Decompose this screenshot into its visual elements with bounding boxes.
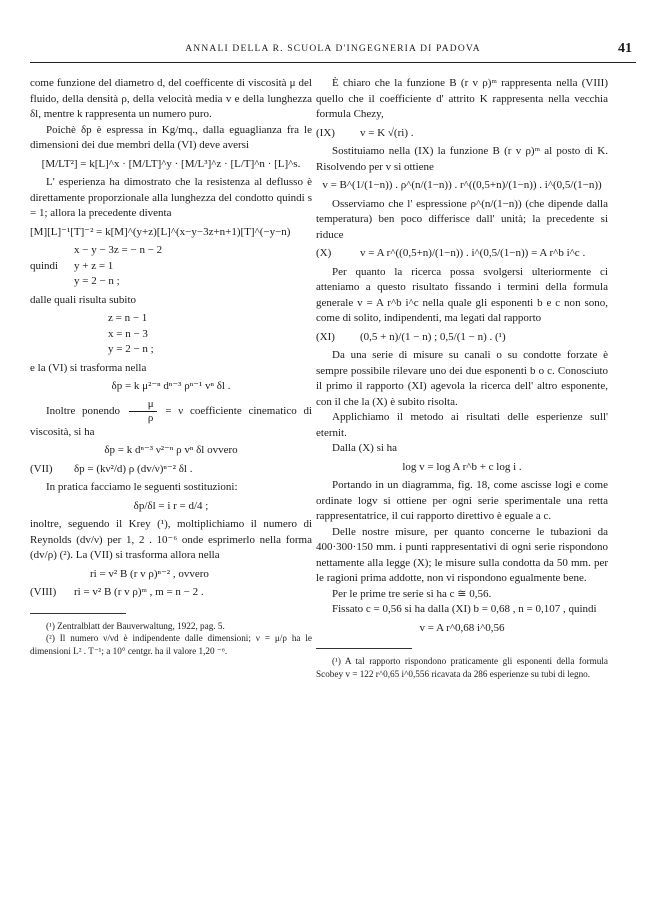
footnote-rule: [316, 648, 412, 649]
equation-system-1: quindi x − y − 3z = − n − 2 y + z = 1 y = 2 − n ;: [30, 243, 312, 290]
equation-ix: (IX) v = K √(ri) .: [316, 126, 608, 142]
equation-v: v = B^(1/(1−n)) . ρ^(n/(1−n)) . r^((0,5+n)/(1−n)) . i^(0,5/(1−n)): [322, 179, 602, 191]
paragraph: e la (VI) si trasforma nella: [30, 361, 147, 374]
equation-log: log v = log A r^b + c log i .: [402, 460, 522, 473]
equation-x: (X) v = A r^((0,5+n)/(1−n)) . i^(0,5/(1−n)) = A r^b i^c .: [316, 246, 608, 262]
paragraph: inoltre, seguendo il Krey (¹), moltiplichiamo il numero di Reynolds (dv/ν) per 1, 2 . 10⁻⁶ onde esprimerlo nella forma (dv/ρ) (²). La (VII) si trasforma allora nella: [30, 518, 312, 561]
left-column: [30, 76, 312, 657]
page-header: [30, 40, 636, 63]
paragraph: È chiaro che la funzione B (r v ρ)ᵐ rappresenta nella (VIII) quello che il coefficiente d' attrito K rappresenta nella vecchia formula Chezy,: [316, 77, 608, 120]
paragraph: Per quanto la ricerca possa svolgersi ulteriormente ci atteniamo a questo risultato fissando i termini della formula generale v = A r^b i^c nella quale gli esponenti b e c non sono, come di solito, indipendenti, ma legati dal rapporto: [316, 265, 608, 324]
paragraph: come funzione del diametro d, del coefficente di viscosità μ del fluido, della densità ρ, della velocità media v e della lunghezza δl, mentre k rappresenta un numero puro.: [30, 77, 312, 120]
running-title: ANNALI DELLA R. SCUOLA D'INGEGNERIA DI PADOVA: [185, 44, 481, 54]
paragraph: Sostituiamo nella (IX) la funzione B (r v ρ)ᵐ al posto di K. Risolvendo per v si ottiene: [316, 145, 608, 173]
equation-tag: (VIII): [30, 586, 57, 598]
equation-vii: (VII) δp = (kν²/d) ρ (dv/ν)ⁿ⁻² δl .: [30, 462, 312, 478]
footnote: (²) Il numero ν/νd è indipendente dalle dimensioni; ν = μ/ρ ha le dimensioni L² . T⁻¹; a 10° centgr. ha il valore 1,20 ⁻⁶.: [30, 633, 312, 656]
equation-xi: (XI) (0,5 + n)/(1 − n) ; 0,5/(1 − n) . (¹): [316, 330, 608, 346]
equation-system-2: [30, 311, 312, 358]
right-column: [316, 76, 608, 680]
footnote: (¹) Zentralblatt der Bauverwaltung, 1922, pag. 5.: [46, 620, 225, 631]
footnote-rule: [30, 613, 126, 614]
paragraph: Delle nostre misure, per quanto concerne le tubazioni da 400·300·150 mm. i punti rappresentativi di ogni serie rispondono nettamente alla legge (X); le misure sulla condotta da 50 mm. per le ragioni prima addotte, non vi rispondono egualmente bene.: [316, 525, 608, 584]
equation-line: y = 2 − n ;: [108, 343, 154, 355]
equation-dimensions: [M/LT²] = k[L]^x · [M/LT]^y · [M/L³]^z · [L/T]^n · [L]^s.: [41, 157, 301, 170]
paragraph: In pratica facciamo le seguenti sostituzioni:: [46, 481, 238, 493]
paragraph: L' esperienza ha dimostrato che la resistenza al deflusso è direttamente proporzionale alla lunghezza del condotto quindi s = 1; allora la precedente diventa: [30, 176, 312, 219]
paragraph: Poichè δp è espressa in Kg/mq., dalla eguaglianza fra le dimensioni dei due membri della (VI) deve aversi: [30, 123, 312, 151]
equation-line: y + z = 1: [74, 259, 114, 272]
paragraph: Dalla (X) si ha: [332, 442, 398, 454]
equation-substitutions: δp/δl = i r = d/4 ;: [133, 499, 209, 512]
equation-line: x − y − 3z = − n − 2: [74, 244, 163, 256]
equation-vi: δp = k μ²⁻ⁿ dⁿ⁻³ ρⁿ⁻¹ vⁿ δl .: [111, 380, 231, 392]
paragraph: dalle quali risulta subito: [30, 293, 137, 306]
equation-ri: ri = v² B (r v ρ)ⁿ⁻² , ovvero: [90, 567, 209, 580]
paragraph: Portando in un diagramma, fig. 18, come ascisse logi e come ordinate logv si ottiene per ogni serie sperimentale una retta rappresentatrice, il cui rapporto direttivo è eguale a c.: [316, 479, 608, 522]
equation-viii: (VIII) ri = v² B (r v ρ)ᵐ , m = n − 2 .: [30, 585, 312, 601]
paragraph: Da una serie di misure su canali o su condotte forzate è sempre possibile rilevare uno dei due esponenti b o c. Conosciuto il primo il rapporto (XI) agevola la ricerca dell' altro esponente, con il che la (X) è subito risolta.: [316, 349, 608, 408]
paragraph: Inoltre ponendo $\frac{\mu}{\rho}$ = ν coefficiente cinematico di viscosità, si ha: [30, 397, 313, 438]
paragraph: Fissato c = 0,56 si ha dalla (XI) b = 0,68 , n = 0,107 , quindi: [332, 603, 597, 615]
equation-line: x = n − 3: [108, 327, 148, 340]
paragraph: Osserviamo che l' espressione ρ^(n/(1−n)) (che dipende dalla temperatura) ben poco differisce dall' unità; la precedente si riduce: [316, 197, 608, 241]
paragraph: Per le prime tre serie si ha c ≅ 0,56.: [332, 587, 492, 600]
fraction-nu: $\frac{\mu}{\rho}$: [129, 398, 157, 425]
equation-tag: (VII): [30, 462, 53, 475]
equation-line: y = 2 − n ;: [74, 275, 120, 287]
page-number: 41: [618, 41, 632, 56]
equation-ovvero: δp = k dⁿ⁻³ ν²⁻ⁿ ρ vⁿ δl ovvero: [104, 444, 238, 456]
equation-tag: (X): [316, 247, 332, 259]
equation-final: v = A r^0,68 i^0,56: [419, 621, 505, 634]
equation-tag: (IX): [316, 126, 335, 139]
equation-expanded: [M][L]⁻¹[T]⁻² = k[M]^(y+z)[L]^(x−y−3z+n+1)[T]^(−y−n): [30, 225, 291, 238]
equation-tag: (XI): [316, 330, 335, 343]
paragraph: Applichiamo il metodo ai risultati delle esperienze sull' eternit.: [316, 411, 608, 439]
equation-line: z = n − 1: [108, 312, 148, 324]
footnote: (¹) A tal rapporto rispondono praticamente gli esponenti della formula Scobey v = 122 r^0,65 i^0,556 ricavata da 286 esperienze su tubi di legno.: [316, 656, 608, 679]
